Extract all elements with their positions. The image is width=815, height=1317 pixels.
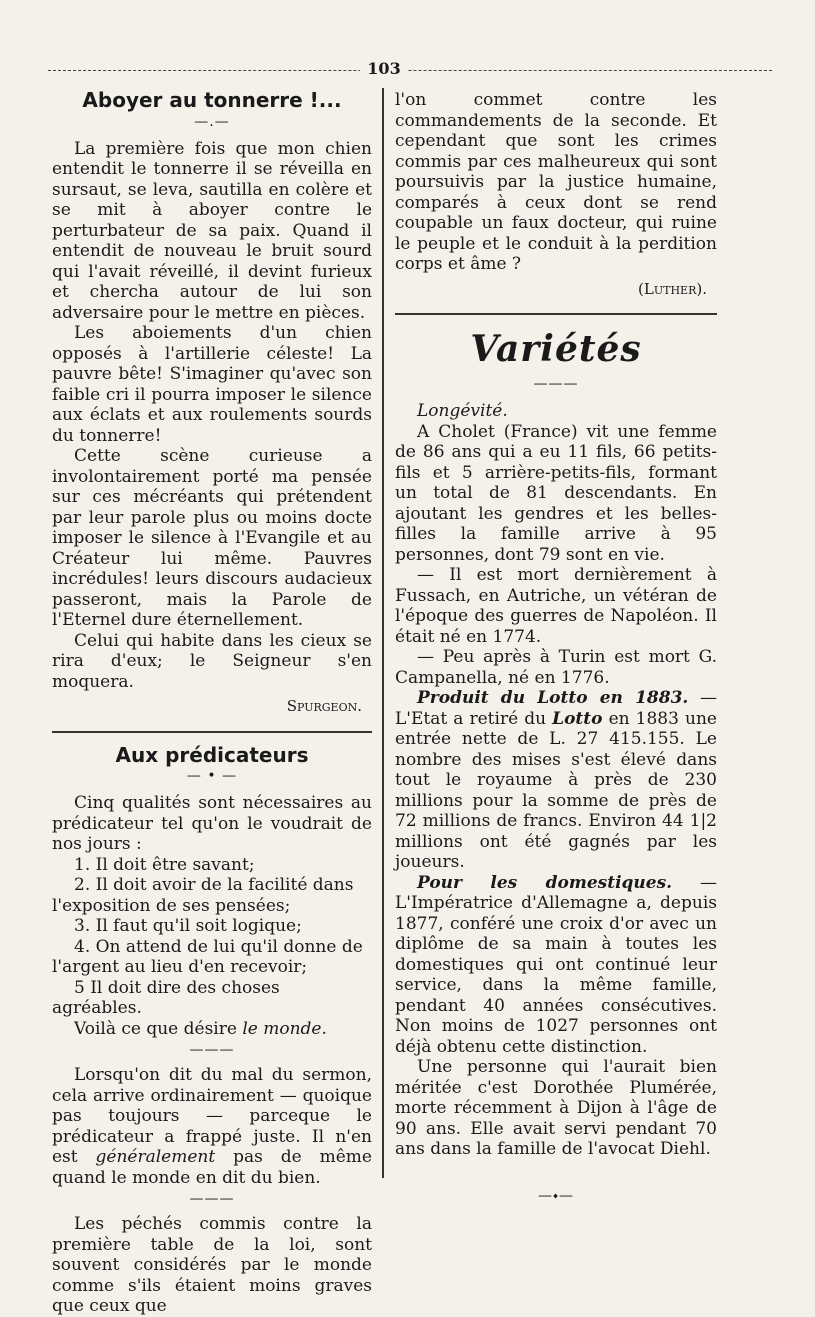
list-text: Voilà ce que désire xyxy=(74,1018,243,1039)
paragraph-separator: ——— xyxy=(189,1042,235,1058)
emphasis: le monde. xyxy=(242,1018,327,1039)
article-title-predicateurs: Aux prédicateurs xyxy=(115,742,309,767)
section-rule xyxy=(52,731,372,733)
paragraph: Celui qui habite dans les cieux se rira d'eux; le Seigneur s'en moquera. xyxy=(52,630,372,692)
left-column xyxy=(52,90,372,1317)
list-item: 1. Il doit être savant; xyxy=(74,854,255,875)
end-separator: —⬩— xyxy=(537,1187,575,1204)
paragraph: La première fois que mon chien entendit le tonnerre il se réveilla en sursaut, se leva, sautilla en colère et se mit à aboyer contre le perturbateur de sa paix. Quand il entendit de nouveau le bruit sourd qui l'avait réveillé, il devint furieux et chercha autour de lui son adversaire pour le mettre en pièces. xyxy=(52,138,372,323)
paragraph: — Peu après à Turin est mort G. Campanella, né en 1776. xyxy=(395,647,717,688)
section-title-varietes: Variétés xyxy=(470,328,642,370)
article-title-aboyer: Aboyer au tonnerre !... xyxy=(82,88,342,112)
list-item xyxy=(52,1019,372,1040)
paragraph: Les péchés commis contre la première table de la loi, sont souvent considérés par le monde comme s'ils étaient moins graves que ceux que xyxy=(52,1214,372,1316)
emphasis: généralement xyxy=(95,1147,216,1167)
text-run: en 1883 une entrée nette de L. 27 415.155. Le nombre des mises s'est élevé dans tout le royaume à près de 230 millions pour la somme de près de 72 millions de francs. Environ 44 1|2 millions ont été gagnés par les joueurs. xyxy=(395,708,717,872)
paragraph xyxy=(395,688,717,873)
signature-spurgeon: Spurgeon. xyxy=(286,697,362,715)
paragraph: Cinq qualités sont nécessaires au prédicateur tel qu'on le voudrait de nos jours : xyxy=(52,793,372,854)
emphasis: Lotto xyxy=(552,708,603,729)
paragraph: A Cholet (France) vit une femme de 86 ans qui a eu 11 fils, 66 petits-fils et 5 arrière-petits-fils, formant un total de 81 descendants. En ajoutant les gendres et les belles-filles la famille arrive à 95 personnes, dont 79 sont en vie. xyxy=(395,421,717,565)
page-number: 103 xyxy=(360,58,408,80)
subheading-longevite: Longévité. xyxy=(417,401,508,421)
list-item: 5 Il doit dire des choses agréables. xyxy=(52,977,280,1018)
title-separator: —.— xyxy=(194,113,230,130)
list-item: 3. Il faut qu'il soit logique; xyxy=(74,916,302,936)
list-item: 2. Il doit avoir de la facilité dans l'exposition de ses pensées; xyxy=(52,875,354,916)
title-separator: ——— xyxy=(533,376,579,392)
paragraph: Une personne qui l'aurait bien méritée c'est Dorothée Plumérée, morte récemment à Dijon à l'âge de 90 ans. Elle avait servi pendant 70 ans dans la famille de l'avocat Diehl. xyxy=(395,1057,717,1159)
paragraph: — Il est mort dernièrement à Fussach, en Autriche, un vétéran de l'époque des guerres de Napoléon. Il était né en 1774. xyxy=(395,565,717,647)
paragraph: Cette scène curieuse a involontairement porté ma pensée sur ces mécréants qui prétendent par leur parole plus ou moins docte imposer le silence à l'Evangile et au Créateur lui même. Pauvres incrédules! leurs discours audacieux passeront, mais la Parole de l'Eternel dure éternellement. xyxy=(52,446,372,630)
text-run: pas de même quand le monde en dit du bien. xyxy=(52,1147,372,1188)
header-rule xyxy=(48,70,772,71)
text-run: Lorsqu'on dit du mal du sermon, cela arrive ordinairement — quoique pas toujours — parceque le prédicateur a frappé juste. Il n'en est xyxy=(52,1065,372,1167)
paragraph: Les aboiements d'un chien opposés à l'artillerie céleste! La pauvre bête! S'imaginer qu'avec son faible cri il pourra imposer le silence aux éclats et aux roulements sourds du tonnerre! xyxy=(52,323,372,446)
right-column xyxy=(395,90,717,1206)
title-separator: — • — xyxy=(186,768,238,784)
paragraph xyxy=(395,873,717,1058)
qualities-list xyxy=(52,855,372,1040)
column-divider xyxy=(382,88,384,1178)
paragraph: l'on commet contre les commandements de la seconde. Et cependant que sont les crimes commis par ces malheureux qui sont poursuivis par la justice humaine, comparés à ceux dont se rend coupable un faux docteur, qui ruine le peuple et le conduit à la perdition corps et âme ? xyxy=(395,90,717,274)
text-run: — L'Impératrice d'Allemagne a, depuis 1877, conféré une croix d'or avec un diplôme de sa main à toutes les domestiques qui ont continué leur service, dans la même famille, pendant 40 années consécutives. Non moins de 1027 personnes ont déjà obtenu cette distinction. xyxy=(395,872,717,1057)
subheading-lotto: Produit du Lotto en 1883. xyxy=(417,688,689,708)
paragraph-separator: ——— xyxy=(189,1191,235,1207)
subheading-domestiques: Pour les domestiques. xyxy=(417,872,673,893)
signature-luther: (Luther). xyxy=(638,279,707,298)
section-rule xyxy=(395,313,717,315)
text-run: — L'Etat a retiré du xyxy=(395,688,717,729)
paragraph xyxy=(52,1065,372,1188)
list-item: 4. On attend de lui qu'il donne de l'argent au lieu d'en recevoir; xyxy=(52,936,363,977)
